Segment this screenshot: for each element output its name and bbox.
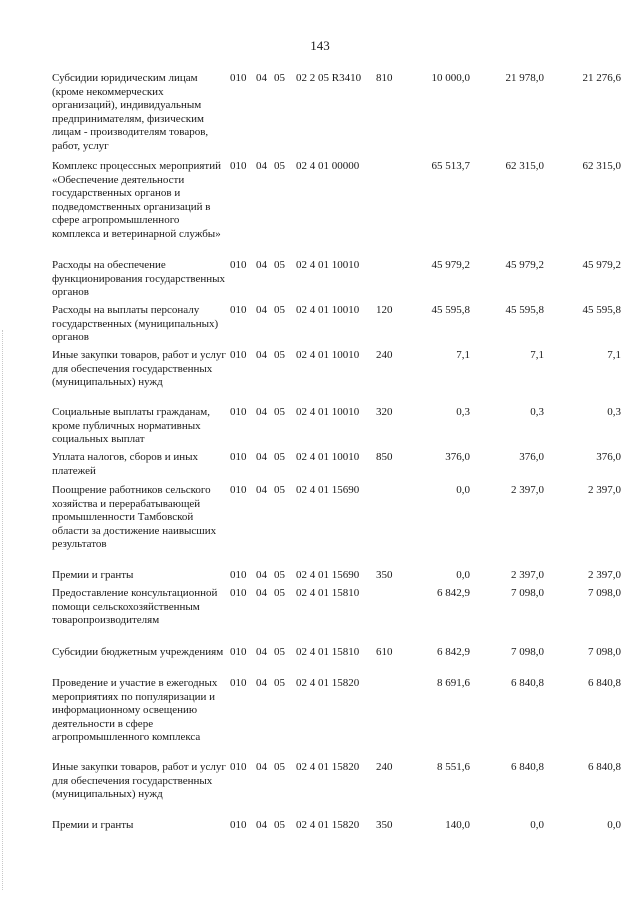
row-value-3: 21 276,6 — [582, 72, 621, 84]
table-row — [0, 447, 640, 480]
table-row — [0, 757, 640, 815]
row-vr: 240 — [376, 349, 393, 361]
row-value-2: 376,0 — [519, 451, 544, 463]
budget-table — [0, 68, 640, 835]
row-csr: 02 4 01 15820 — [296, 677, 360, 689]
row-value-2: 2 397,0 — [511, 484, 544, 496]
row-pr: 05 — [274, 819, 285, 831]
table-row — [0, 642, 640, 673]
row-ved: 010 — [230, 451, 247, 463]
row-pr: 05 — [274, 569, 285, 581]
row-rz: 04 — [256, 819, 267, 831]
row-ved: 010 — [230, 819, 247, 831]
row-pr: 05 — [274, 761, 285, 773]
table-row — [0, 565, 640, 583]
row-pr: 05 — [274, 646, 285, 658]
row-name: Социальные выплаты гражданам, кроме публичных нормативных социальных выплат — [52, 406, 210, 446]
row-pr: 05 — [274, 484, 285, 496]
row-value-3: 2 397,0 — [588, 569, 621, 581]
row-value-1: 376,0 — [445, 451, 470, 463]
row-name: Премии и гранты — [52, 819, 134, 831]
row-rz: 04 — [256, 646, 267, 658]
row-ved: 010 — [230, 406, 247, 418]
row-value-2: 6 840,8 — [511, 761, 544, 773]
row-name: Поощрение работников сельского хозяйства и перерабатывающей промышленности Тамбовской области за достижение наивысших результатов — [52, 484, 217, 551]
row-rz: 04 — [256, 569, 267, 581]
row-ved: 010 — [230, 259, 247, 271]
row-csr: 02 2 05 R3410 — [296, 72, 362, 84]
row-value-3: 2 397,0 — [588, 484, 621, 496]
row-csr: 02 4 01 15820 — [296, 761, 360, 773]
row-ved: 010 — [230, 761, 247, 773]
row-value-1: 140,0 — [445, 819, 470, 831]
row-name: Проведение и участие в ежегодных мероприятиях по популяризации и информационному освещению деятельности в сфере агропромышленного комплекса — [52, 677, 218, 744]
row-value-1: 0,3 — [456, 406, 470, 418]
row-name: Расходы на обеспечение функционирования государственных органов — [52, 259, 226, 299]
row-vr: 850 — [376, 451, 393, 463]
row-value-1: 8 691,6 — [437, 677, 470, 689]
row-pr: 05 — [274, 160, 285, 172]
row-rz: 04 — [256, 677, 267, 689]
table-row — [0, 402, 640, 447]
row-value-3: 7 098,0 — [588, 646, 621, 658]
row-pr: 05 — [274, 406, 285, 418]
row-csr: 02 4 01 00000 — [296, 160, 360, 172]
row-ved: 010 — [230, 349, 247, 361]
table-row — [0, 255, 640, 300]
row-value-3: 6 840,8 — [588, 761, 621, 773]
row-name: Уплата налогов, сборов и иных платежей — [52, 451, 199, 477]
row-rz: 04 — [256, 451, 267, 463]
row-value-3: 6 840,8 — [588, 677, 621, 689]
row-value-1: 45 979,2 — [431, 259, 470, 271]
table-row — [0, 68, 640, 156]
row-name: Иные закупки товаров, работ и услуг для обеспечения государственных (муниципальных) нужд — [52, 761, 226, 801]
row-value-2: 62 315,0 — [505, 160, 544, 172]
row-pr: 05 — [274, 677, 285, 689]
row-value-2: 7,1 — [530, 349, 544, 361]
row-value-3: 0,3 — [607, 406, 621, 418]
row-value-3: 7 098,0 — [588, 587, 621, 599]
row-vr: 350 — [376, 819, 393, 831]
row-name: Субсидии юридическим лицам (кроме некоммерческих организаций), индивидуальным предпринимателям, физическим лицам - производителям товаров, работ, услуг — [52, 72, 209, 152]
row-csr: 02 4 01 10010 — [296, 259, 360, 271]
row-value-3: 7,1 — [607, 349, 621, 361]
row-pr: 05 — [274, 72, 285, 84]
table-row — [0, 345, 640, 402]
row-name: Предоставление консультационной помощи сельскохозяйственным товаропроизводителям — [52, 587, 218, 627]
row-vr: 120 — [376, 304, 393, 316]
row-value-1: 6 842,9 — [437, 587, 470, 599]
row-csr: 02 4 01 15690 — [296, 484, 360, 496]
row-value-1: 8 551,6 — [437, 761, 470, 773]
row-value-2: 21 978,0 — [505, 72, 544, 84]
row-rz: 04 — [256, 587, 267, 599]
row-value-3: 45 979,2 — [582, 259, 621, 271]
row-name: Премии и гранты — [52, 569, 134, 581]
row-rz: 04 — [256, 259, 267, 271]
row-value-1: 0,0 — [456, 484, 470, 496]
row-ved: 010 — [230, 569, 247, 581]
row-vr: 320 — [376, 406, 393, 418]
row-csr: 02 4 01 10010 — [296, 451, 360, 463]
row-value-1: 0,0 — [456, 569, 470, 581]
row-value-2: 2 397,0 — [511, 569, 544, 581]
row-value-1: 45 595,8 — [431, 304, 470, 316]
row-rz: 04 — [256, 72, 267, 84]
row-value-2: 45 595,8 — [505, 304, 544, 316]
row-ved: 010 — [230, 160, 247, 172]
table-row — [0, 673, 640, 757]
row-value-1: 10 000,0 — [431, 72, 470, 84]
row-rz: 04 — [256, 160, 267, 172]
row-value-2: 6 840,8 — [511, 677, 544, 689]
row-value-2: 7 098,0 — [511, 587, 544, 599]
row-ved: 010 — [230, 72, 247, 84]
row-rz: 04 — [256, 349, 267, 361]
row-value-2: 7 098,0 — [511, 646, 544, 658]
row-value-1: 65 513,7 — [431, 160, 470, 172]
page-number: 143 — [310, 38, 330, 53]
row-vr: 240 — [376, 761, 393, 773]
row-rz: 04 — [256, 761, 267, 773]
row-value-3: 45 595,8 — [582, 304, 621, 316]
row-ved: 010 — [230, 304, 247, 316]
row-value-2: 0,3 — [530, 406, 544, 418]
row-value-3: 376,0 — [596, 451, 621, 463]
row-vr: 810 — [376, 72, 393, 84]
table-row — [0, 300, 640, 345]
table-row — [0, 480, 640, 565]
row-rz: 04 — [256, 484, 267, 496]
row-value-2: 45 979,2 — [505, 259, 544, 271]
row-csr: 02 4 01 15820 — [296, 819, 360, 831]
row-pr: 05 — [274, 587, 285, 599]
table-row — [0, 156, 640, 255]
row-csr: 02 4 01 10010 — [296, 349, 360, 361]
row-pr: 05 — [274, 259, 285, 271]
row-ved: 010 — [230, 484, 247, 496]
row-vr: 350 — [376, 569, 393, 581]
row-pr: 05 — [274, 451, 285, 463]
row-csr: 02 4 01 15810 — [296, 646, 360, 658]
row-pr: 05 — [274, 349, 285, 361]
table-row — [0, 815, 640, 835]
row-csr: 02 4 01 10010 — [296, 304, 360, 316]
row-value-3: 62 315,0 — [582, 160, 621, 172]
table-row — [0, 583, 640, 642]
row-ved: 010 — [230, 646, 247, 658]
row-value-3: 0,0 — [607, 819, 621, 831]
row-vr: 610 — [376, 646, 393, 658]
row-ved: 010 — [230, 677, 247, 689]
row-name: Субсидии бюджетным учреждениям — [52, 646, 224, 658]
row-ved: 010 — [230, 587, 247, 599]
row-csr: 02 4 01 10010 — [296, 406, 360, 418]
row-pr: 05 — [274, 304, 285, 316]
row-name: Комплекс процессных мероприятий «Обеспечение деятельности государственных органов и подведомственных организаций в сфере агропромышленного комплекса и ветеринарной службы» — [52, 160, 221, 240]
row-csr: 02 4 01 15810 — [296, 587, 360, 599]
row-rz: 04 — [256, 304, 267, 316]
row-rz: 04 — [256, 406, 267, 418]
row-name: Иные закупки товаров, работ и услуг для обеспечения государственных (муниципальных) нужд — [52, 349, 226, 389]
row-value-1: 6 842,9 — [437, 646, 470, 658]
row-value-2: 0,0 — [530, 819, 544, 831]
row-value-1: 7,1 — [456, 349, 470, 361]
row-name: Расходы на выплаты персоналу государственных (муниципальных) органов — [52, 304, 219, 344]
row-csr: 02 4 01 15690 — [296, 569, 360, 581]
